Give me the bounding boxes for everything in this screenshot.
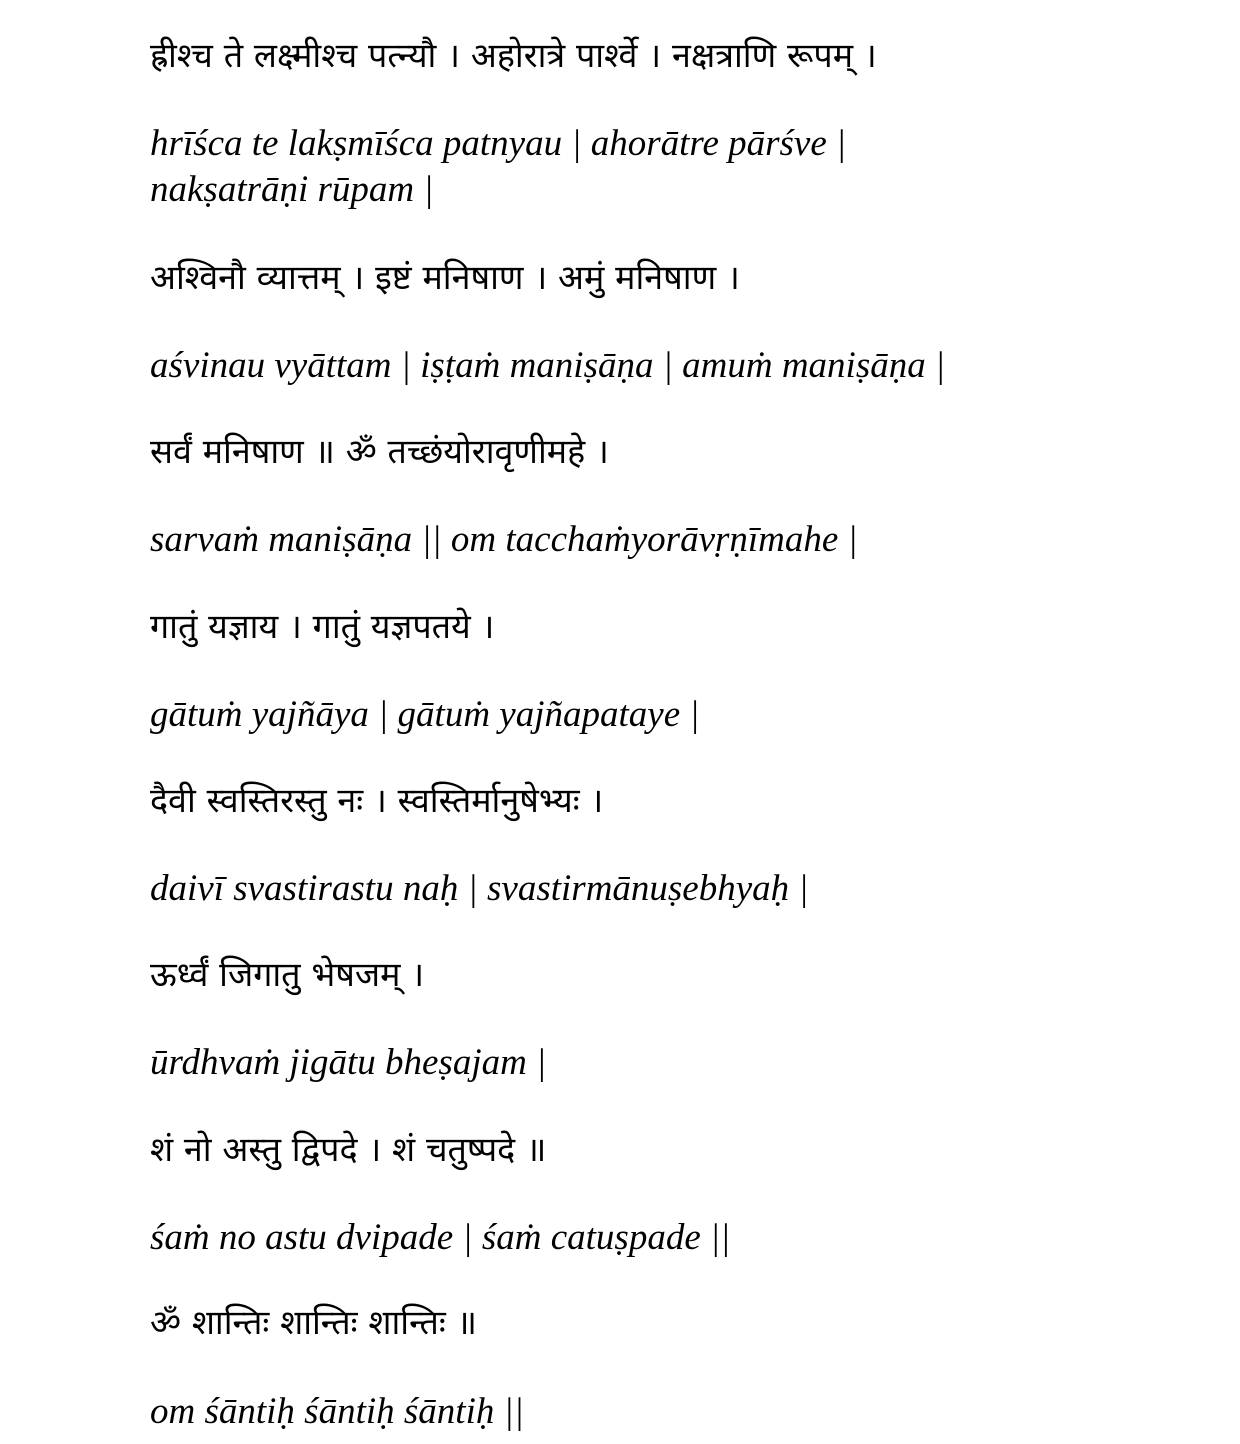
- verse-2-devanagari: अश्विनौ व्यात्तम् । इष्टं मनिषाण । अमुं मनिषाण ।: [150, 258, 740, 298]
- verse-6-transliteration: ūrdhvaṁ jigātu bheṣajam |: [150, 1042, 547, 1083]
- verse-3-transliteration: sarvaṁ maniṣāṇa || om tacchaṁyorāvṛṇīmahe |: [150, 519, 858, 560]
- verse-7-transliteration: śaṁ no astu dvipade | śaṁ catuṣpade ||: [150, 1217, 731, 1258]
- verse-4-devanagari: गातुं यज्ञाय । गातुं यज्ञपतये ।: [150, 607, 495, 647]
- verse-4-transliteration: gātuṁ yajñāya | gātuṁ yajñapataye |: [150, 694, 700, 735]
- verse-2-transliteration: aśvinau vyāttam | iṣṭaṁ maniṣāṇa | amuṁ maniṣāṇa |: [150, 345, 946, 386]
- verse-7-devanagari: शं नो अस्तु द्विपदे । शं चतुष्पदे ॥: [150, 1130, 547, 1170]
- verse-6-devanagari: ऊर्ध्वं जिगातु भेषजम् ।: [150, 955, 425, 995]
- verse-5-transliteration: daivī svastirastu naḥ | svastirmānuṣebhyaḥ |: [150, 868, 809, 909]
- verse-1-transliteration: hrīśca te lakṣmīśca patnyau | ahorātre pārśve | nakṣatrāṇi rūpam |: [150, 123, 847, 210]
- verse-3-devanagari: सर्वं मनिषाण ॥ ॐ तच्छंयोरावृणीमहे ।: [150, 432, 609, 472]
- verse-5-devanagari: दैवी स्वस्तिरस्तु नः । स्वस्तिर्मानुषेभ्यः ।: [150, 781, 604, 821]
- verse-1-devanagari: ह्रीश्च ते लक्ष्मीश्च पत्न्यौ । अहोरात्रे पार्श्वे । नक्षत्राणि रूपम् ।: [150, 36, 877, 76]
- verse-8-devanagari: ॐ शान्तिः शान्तिः शान्तिः ॥: [150, 1303, 477, 1343]
- verse-8-transliteration: om śāntiḥ śāntiḥ śāntiḥ ||: [150, 1391, 524, 1432]
